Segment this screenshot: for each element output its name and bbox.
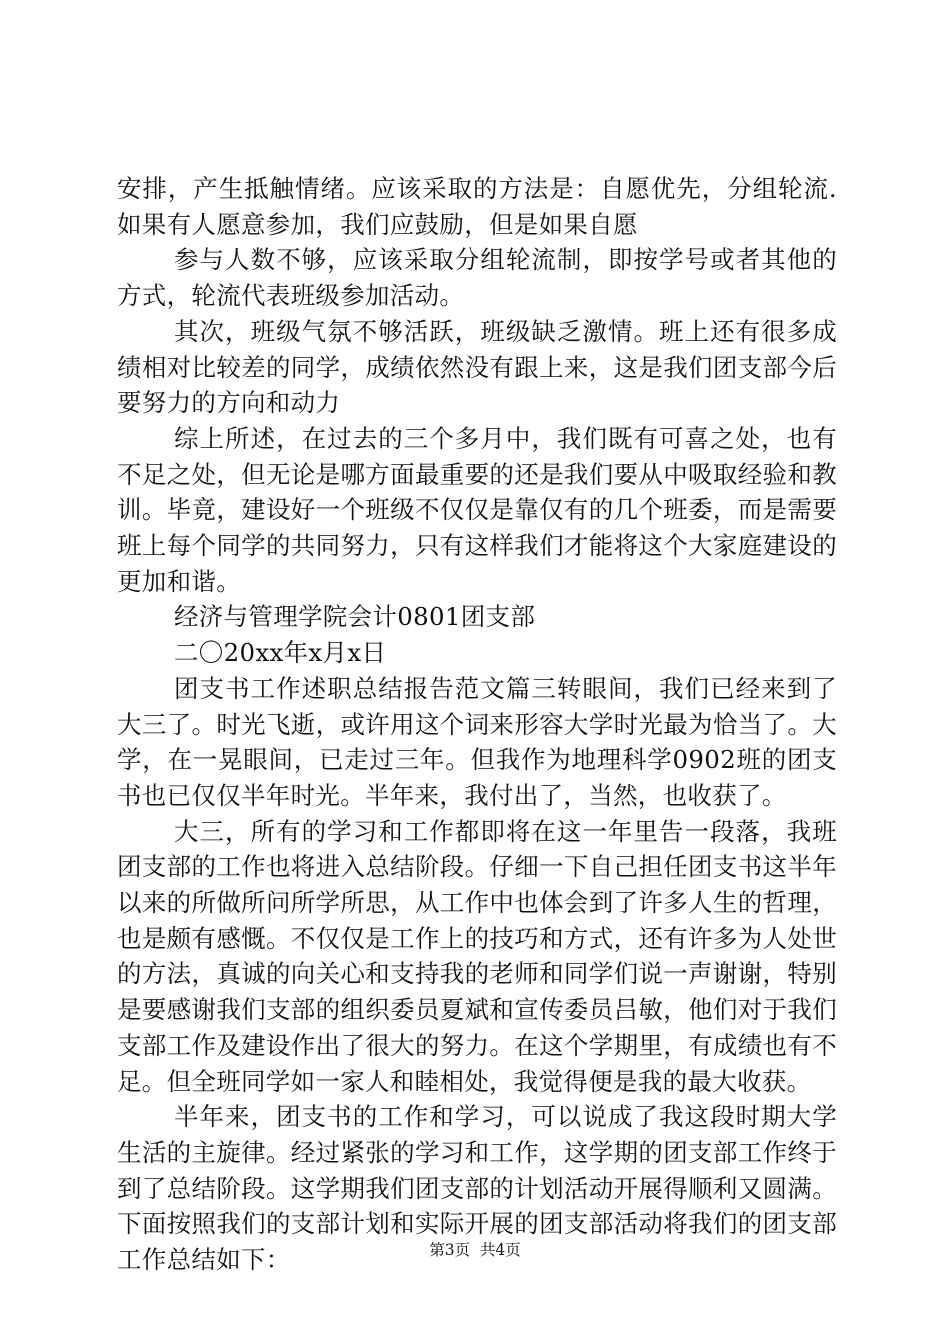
paragraph-3: 其次，班级气氛不够活跃，班级缺乏激情。班上还有很多成绩相对比较差的同学，成绩依然没有跟上来，这是我们团支部今后要努力的方向和动力 [117,316,837,418]
page-footer [0,1240,950,1260]
signature-date: 二〇20xx年x月x日 [174,638,387,668]
paragraph-4: 综上所述，在过去的三个多月中，我们既有可喜之处，也有不足之处，但无论是哪方面最重要的还是我们要从中吸取经验和教训。毕竟，建设好一个班级不仅仅是靠仅有的几个班委，而是需要班上每个同学的共同努力，只有这样我们才能将这个大家庭建设的更加和谐。 [117,423,837,596]
paragraph-2: 参与人数不够，应该采取分组轮流制，即按学号或者其他的方式，轮流代表班级参加活动。 [117,245,837,311]
document-body [117,171,837,1278]
paragraph-5: 团支书工作述职总结报告范文篇三转眼间，我们已经来到了大三了。时光飞逝，或许用这个词来形容大学时光最为恰当了。大学，在一晃眼间，已走过三年。但我作为地理科学0902班的团支书也已仅仅半年时光。半年来，我付出了，当然，也收获了。 [117,673,837,810]
paragraph-6: 大三，所有的学习和工作都即将在这一年里告一段落，我班团支部的工作也将进入总结阶段。仔细一下自己担任团支书这半年以来的所做所问所学所思，从工作中也体会到了许多人生的哲理，也是颇有感慨。不仅仅是工作上的技巧和方式，还有许多为人处世的方法，真诚的向关心和支持我的老师和同学们说一声谢谢，特别是要感谢我们支部的组织委员夏斌和宣传委员吕敏，他们对于我们支部工作及建设作出了很大的努力。在这个学期里，有成绩也有不足。但全班同学如一家人和睦相处，我觉得便是我的最大收获。 [117,816,837,1096]
page-number-label: 第3页 共4页 [429,1241,521,1259]
paragraph-7: 半年来，团支书的工作和学习，可以说成了我这段时期大学生活的主旋律。经过紧张的学习和工作，这学期的团支部工作终于到了总结阶段。这学期我们团支部的计划活动开展得顺利又圆满。下面按照我们的支部计划和实际开展的团支部活动将我们的团支部工作总结如下： [117,1102,837,1275]
paragraph-1: 安排，产生抵触情绪。应该采取的方法是：自愿优先，分组轮流.如果有人愿意参加，我们应鼓励，但是如果自愿 [117,174,837,239]
signature-organization: 经济与管理学院会计0801团支部 [174,602,536,632]
